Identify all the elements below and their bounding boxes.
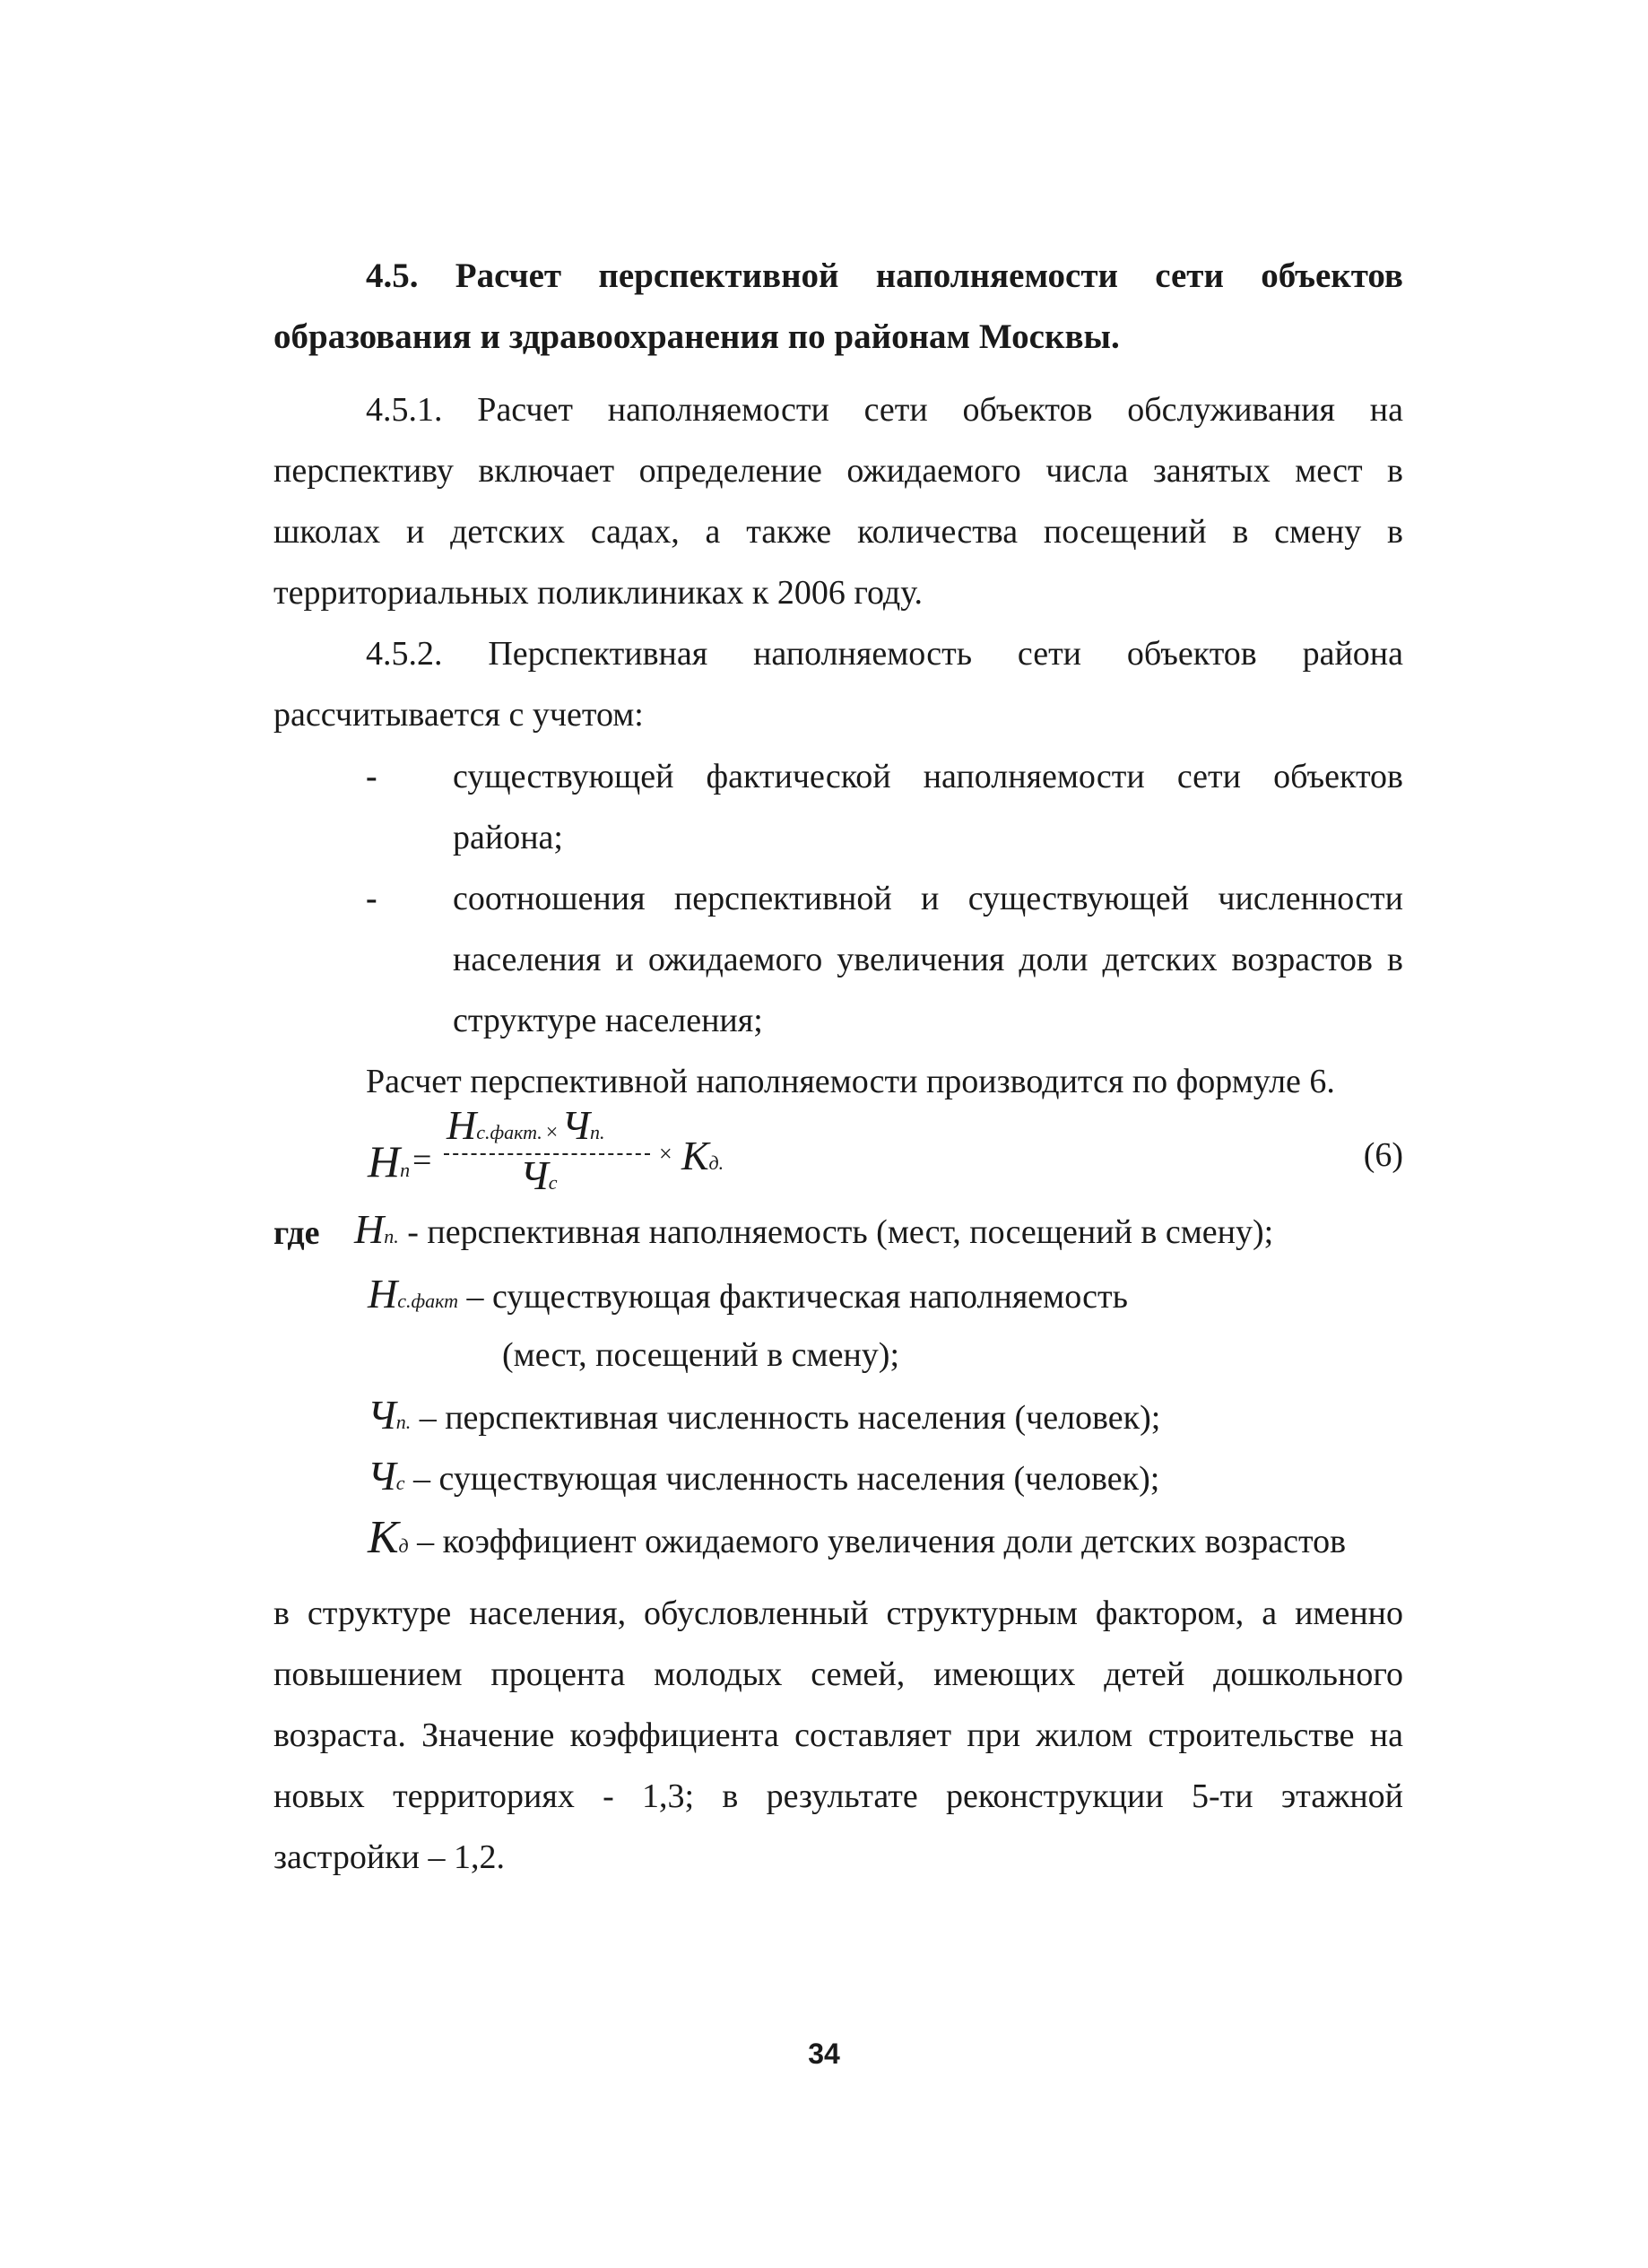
list-item-2-line-2: населения и ожидаемого увеличения доли детских возрастов в [453, 941, 1403, 978]
list-bullet-1: - [366, 758, 377, 795]
definition-3: Чп. – перспективная численность населения (человек); [368, 1392, 1161, 1438]
definition-2: Нс.факт – существующая фактическая наполняемость [368, 1271, 1128, 1316]
tail-line-3: возраста. Значение коэффициента составляет при жилом строительстве на [273, 1716, 1403, 1754]
tail-line-2: повышением процента молодых семей, имеющих детей дошкольного [273, 1655, 1403, 1693]
paragraph-452-line-2: рассчитывается с учетом: [273, 696, 644, 734]
paragraph-451-line-3: школах и детских садах, а также количества посещений в смену в [273, 513, 1403, 551]
formula-equals: = [412, 1142, 432, 1179]
list-item-1-line-1: существующей фактической наполняемости сети объектов [453, 758, 1403, 795]
paragraph-451-line-4: территориальных поликлиниках к 2006 году. [273, 574, 923, 612]
definition-2-continuation: (мест, посещений в смену); [502, 1336, 900, 1374]
formula-number: (6) [1363, 1136, 1403, 1174]
list-item-2-line-3: структуре населения; [453, 1002, 763, 1039]
tail-line-5: застройки – 1,2. [273, 1838, 505, 1876]
list-bullet-2: - [366, 880, 377, 917]
formula-intro: Расчет перспективной наполняемости производится по формуле 6. [366, 1063, 1335, 1100]
paragraph-452-line-1: 4.5.2. Перспективная наполняемость сети объектов района [366, 635, 1403, 673]
formula-times: × [659, 1141, 672, 1167]
formula-numerator: Нс.факт. × Чп. [447, 1102, 605, 1148]
definition-5: Кд – коэффициент ожидаемого увеличения доли детских возрастов [368, 1512, 1347, 1563]
formula-6 [368, 1101, 1403, 1200]
formula-denominator: Чс [520, 1152, 558, 1198]
definition-1: Нп. - перспективная наполняемость (мест, посещений в смену); [354, 1206, 1274, 1252]
formula-lhs: Нп [368, 1136, 411, 1186]
section-heading-line-1: 4.5. Расчет перспективной наполняемости сети объектов [366, 256, 1403, 295]
paragraph-451-line-2: перспективу включает определение ожидаемого числа занятых мест в [273, 452, 1403, 490]
paragraph-451-line-1: 4.5.1. Расчет наполняемости сети объектов обслуживания на [366, 391, 1403, 429]
list-item-1-line-2: района; [453, 819, 563, 856]
page-number: 34 [808, 2038, 840, 2070]
tail-line-4: новых территориях - 1,3; в результате реконструкции 5-ти этажной [273, 1777, 1403, 1815]
section-heading-line-2: образования и здравоохранения по районам Москвы. [273, 317, 1120, 356]
where-label: где [273, 1214, 320, 1252]
list-item-2-line-1: соотношения перспективной и существующей численности [453, 880, 1403, 917]
formula-coefficient: Кд. [681, 1133, 724, 1178]
tail-line-1: в структуре населения, обусловленный структурным фактором, а именно [273, 1595, 1403, 1632]
definition-4: Чс – существующая численность населения (человек); [368, 1453, 1160, 1499]
